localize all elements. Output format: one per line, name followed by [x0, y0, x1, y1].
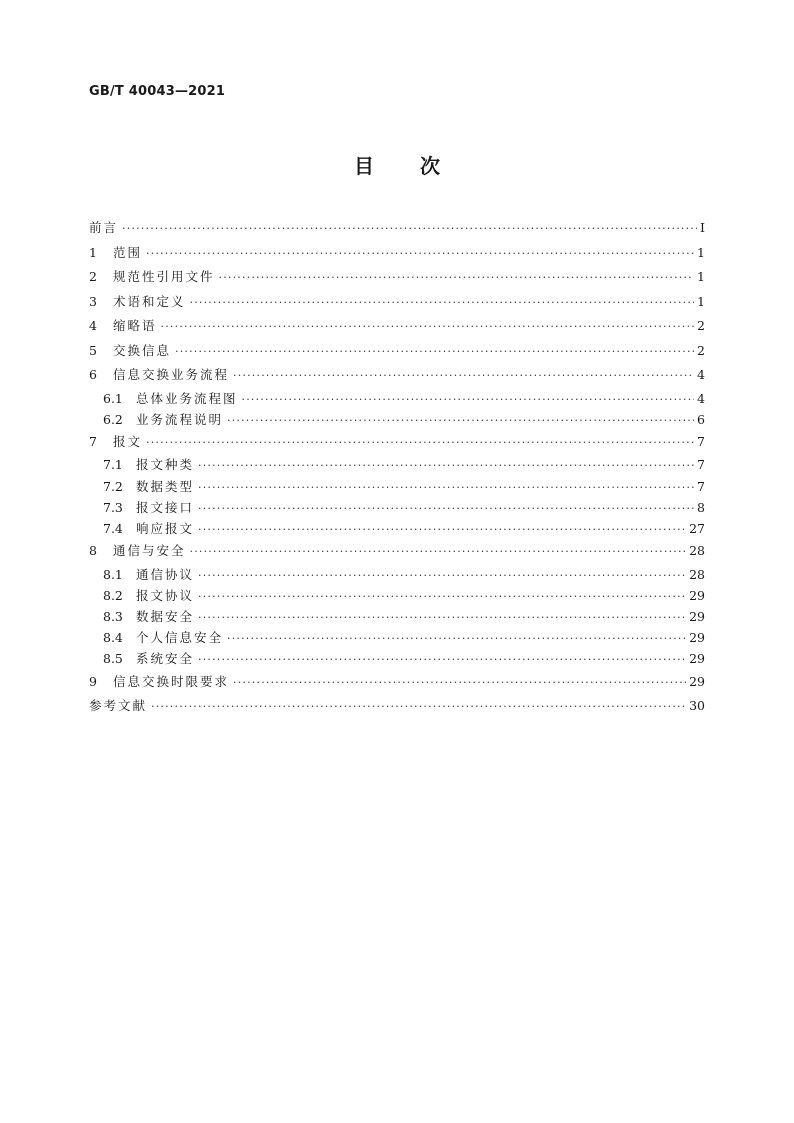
toc-entry-page: 4 [697, 367, 705, 382]
toc-entry[interactable] [89, 216, 705, 241]
toc-entry-number: 7 [89, 433, 97, 449]
toc-dot-leader [242, 389, 695, 410]
toc-entry-page: 27 [689, 520, 705, 536]
toc-entry-label: 信息交换时限要求 [113, 673, 230, 689]
toc-entry-label: 术语和定义 [113, 293, 186, 309]
toc-entry-label: 数据类型 [136, 478, 195, 494]
toc-dot-leader [233, 364, 694, 389]
toc-entry-label: 总体业务流程图 [136, 390, 238, 406]
toc-entry-page: 29 [689, 587, 705, 603]
toc-entry[interactable] [89, 314, 705, 339]
toc-entry[interactable] [89, 409, 705, 430]
toc-entry-label: 报文接口 [136, 499, 195, 515]
toc-entry-number: 8.4 [103, 630, 123, 646]
toc-entry-label: 数据安全 [136, 609, 195, 624]
toc-entry-page: 29 [689, 673, 705, 689]
toc-entry-page: 30 [689, 698, 705, 714]
toc-entry-page: 4 [697, 390, 705, 406]
toc-entry[interactable] [89, 670, 705, 695]
toc-entry-page: I [700, 220, 705, 235]
toc-entry-number: 7.4 [103, 520, 123, 536]
toc-entry-page: 28 [689, 543, 705, 559]
toc-dot-leader [146, 242, 694, 267]
toc-entry-number: 8.3 [103, 609, 123, 624]
toc-dot-leader [190, 291, 695, 316]
toc-dot-leader [198, 649, 686, 670]
toc-entry-label: 信息交换业务流程 [113, 367, 230, 382]
toc-entry-number: 1 [89, 244, 97, 260]
toc-dot-leader [198, 498, 694, 519]
toc-entry-number: 8.2 [103, 587, 123, 603]
toc-entry[interactable] [89, 497, 705, 518]
toc-entry-number: 2 [89, 269, 97, 284]
toc-entry-label: 业务流程说明 [136, 411, 224, 427]
toc-entry-label: 系统安全 [136, 651, 195, 667]
toc-dot-leader [122, 217, 697, 242]
toc-entry-number: 7.3 [103, 499, 123, 515]
toc-dot-leader [161, 315, 695, 340]
toc-entry[interactable] [89, 585, 705, 606]
toc-entry-label: 范围 [113, 244, 143, 260]
toc-entry[interactable] [89, 290, 705, 315]
toc-entry-number: 6.2 [103, 411, 123, 427]
toc-entry-page: 28 [689, 566, 705, 582]
toc-entry-label: 报文协议 [136, 587, 195, 603]
toc-entry[interactable] [89, 339, 705, 364]
toc-entry-label: 交换信息 [113, 342, 172, 358]
toc-entry-label: 通信协议 [136, 566, 195, 582]
toc-entry-number: 4 [89, 318, 97, 333]
toc-entry-number: 7.2 [103, 478, 123, 494]
toc-entry-page: 1 [697, 244, 705, 260]
toc-dot-leader [146, 431, 694, 456]
toc-dot-leader [233, 671, 686, 696]
toc-entry-page: 29 [689, 651, 705, 667]
toc-dot-leader [198, 586, 686, 607]
toc-entry[interactable] [89, 265, 705, 290]
toc-entry-number: 6.1 [103, 390, 123, 406]
toc-entry[interactable] [89, 476, 705, 497]
toc-dot-leader [175, 340, 694, 365]
page-title: 目次 [354, 154, 486, 178]
toc-entry-page: 7 [697, 478, 705, 494]
toc-dot-leader [198, 607, 686, 628]
toc-entry-label: 个人信息安全 [136, 630, 224, 646]
toc-entry[interactable] [89, 539, 705, 564]
toc-dot-leader [198, 519, 686, 540]
toc-entry[interactable] [89, 606, 705, 627]
toc-entry-label: 缩略语 [113, 318, 157, 333]
toc-dot-leader [198, 455, 694, 476]
toc-entry-number: 8.1 [103, 566, 123, 582]
toc-entry-page: 8 [697, 499, 705, 515]
standard-code: GB/T 40043—2021 [89, 84, 226, 99]
toc-entry-label: 报文 [113, 433, 143, 449]
table-of-contents [89, 216, 705, 719]
toc-entry-label: 报文种类 [136, 457, 195, 473]
toc-entry-label: 响应报文 [136, 520, 195, 536]
toc-dot-leader [198, 477, 694, 498]
toc-entry-page: 29 [689, 609, 705, 624]
toc-dot-leader [151, 695, 686, 720]
toc-entry[interactable] [89, 564, 705, 585]
toc-entry[interactable] [89, 627, 705, 648]
toc-entry-number: 5 [89, 342, 97, 358]
toc-entry-label: 通信与安全 [113, 543, 186, 559]
toc-entry-number: 8 [89, 543, 97, 559]
toc-dot-leader [227, 628, 686, 649]
toc-entry[interactable] [89, 518, 705, 539]
toc-entry-number: 7.1 [103, 457, 123, 473]
toc-entry-number: 3 [89, 293, 97, 309]
toc-entry[interactable] [89, 388, 705, 409]
toc-entry-page: 7 [697, 457, 705, 473]
toc-dot-leader [227, 410, 694, 431]
toc-entry[interactable] [89, 430, 705, 455]
toc-entry-label: 前言 [89, 220, 119, 235]
toc-entry[interactable] [89, 241, 705, 266]
toc-entry-page: 1 [697, 293, 705, 309]
toc-dot-leader [190, 540, 687, 565]
toc-entry-number: 6 [89, 367, 97, 382]
toc-dot-leader [198, 565, 686, 586]
toc-entry-page: 2 [697, 318, 705, 333]
toc-entry-number: 8.5 [103, 651, 123, 667]
toc-entry-page: 7 [697, 433, 705, 449]
toc-entry-label: 参考文献 [89, 698, 148, 714]
toc-entry[interactable] [89, 648, 705, 669]
toc-entry-page: 2 [697, 342, 705, 358]
toc-entry[interactable] [89, 363, 705, 388]
toc-entry[interactable] [89, 454, 705, 475]
toc-entry-page: 6 [697, 411, 705, 427]
toc-entry[interactable] [89, 694, 705, 719]
toc-entry-page: 29 [689, 630, 705, 646]
toc-entry-label: 规范性引用文件 [113, 269, 215, 284]
toc-dot-leader [219, 266, 695, 291]
toc-entry-number: 9 [89, 673, 97, 689]
toc-entry-page: 1 [697, 269, 705, 284]
